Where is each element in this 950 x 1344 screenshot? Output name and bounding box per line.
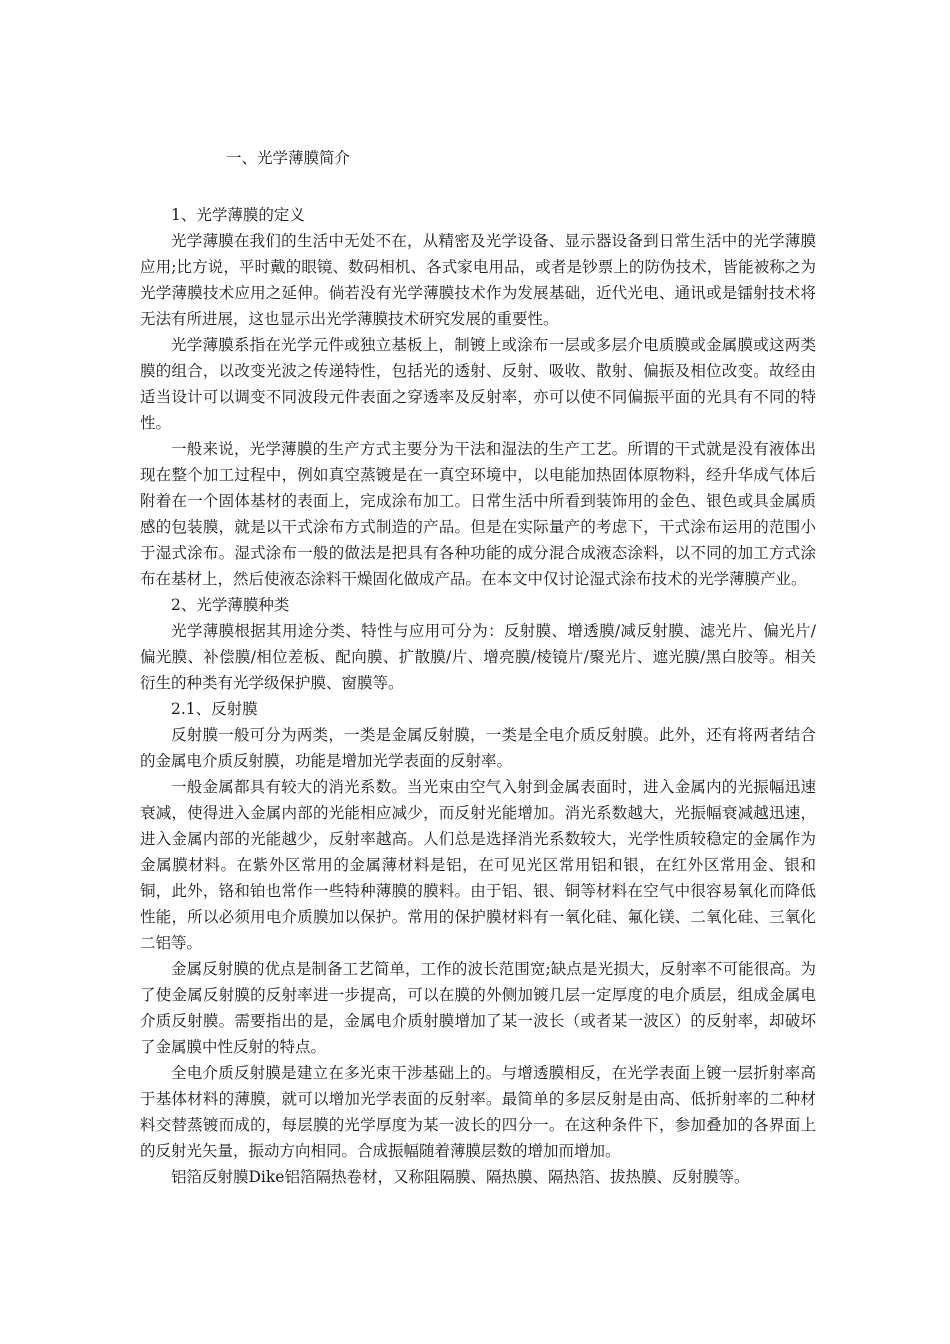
section-heading-definition: 1、光学薄膜的定义 [171,206,305,224]
paragraph: 光学薄膜在我们的生活中无处不在，从精密及光学设备、显示器设备到日常生活中的光学薄膜应用;比方说，平时戴的眼镜、数码相机、各式家电用品，或者是钞票上的防伪技术，皆能被称之为光学薄膜技术应用之延伸。倘若没有光学薄膜技术作为发展基础，近代光电、通讯或是镭射技术将无法有所进展，这也显示出光学薄膜技术研究发展的重要性。 [140,232,816,328]
paragraph: 反射膜一般可分为两类，一类是金属反射膜，一类是全电介质反射膜。此外，还有将两者结合的金属电介质反射膜，功能是增加光学表面的反射率。 [140,726,816,770]
document-title: 一、光学薄膜简介 [226,149,351,167]
paragraph: 光学薄膜根据其用途分类、特性与应用可分为：反射膜、增透膜/减反射膜、滤光片、偏光片/偏光膜、补偿膜/相位差板、配向膜、扩散膜/片、增亮膜/棱镜片/聚光片、遮光膜/黑白胶等。相关衍生的种类有光学级保护膜、窗膜等。 [140,622,816,692]
document-body [140,202,816,1190]
paragraph: 全电介质反射膜是建立在多光束干涉基础上的。与增透膜相反，在光学表面上镀一层折射率高于基体材料的薄膜，就可以增加光学表面的反射率。最简单的多层反射是由高、低折射率的二种材料交替蒸镀而成的，每层膜的光学厚度为某一波长的四分一。在这种条件下，参加叠加的各界面上的反射光矢量，振动方向相同。合成振幅随着薄膜层数的增加而增加。 [140,1064,816,1160]
section-heading-reflective-film: 2.1、反射膜 [171,700,258,718]
paragraph: 一般来说，光学薄膜的生产方式主要分为干法和湿法的生产工艺。所谓的干式就是没有液体出现在整个加工过程中，例如真空蒸镀是在一真空环境中，以电能加热固体原物料，经升华成气体后附着在一个固体基材的表面上，完成涂布加工。日常生活中所看到装饰用的金色、银色或具金属质感的包装膜，就是以干式涂布方式制造的产品。但是在实际量产的考虑下，干式涂布运用的范围小于湿式涂布。湿式涂布一般的做法是把具有各种功能的成分混合成液态涂料，以不同的加工方式涂布在基材上，然后使液态涂料干燥固化做成产品。在本文中仅讨论湿式涂布技术的光学薄膜产业。 [140,440,816,588]
paragraph: 金属反射膜的优点是制备工艺简单，工作的波长范围宽;缺点是光损大，反射率不可能很高。为了使金属反射膜的反射率进一步提高，可以在膜的外侧加镀几层一定厚度的电介质层，组成金属电介质反射膜。需要指出的是，金属电介质射膜增加了某一波长（或者某一波区）的反射率，却破坏了金属膜中性反射的特点。 [140,960,816,1056]
paragraph: 一般金属都具有较大的消光系数。当光束由空气入射到金属表面时，进入金属内的光振幅迅速衰减，使得进入金属内部的光能相应减少，而反射光能增加。消光系数越大，光振幅衰减越迅速，进入金属内部的光能越少，反射率越高。人们总是选择消光系数较大，光学性质较稳定的金属作为金属膜材料。在紫外区常用的金属薄材料是铝，在可见光区常用铝和银，在红外区常用金、银和铜，此外，铬和铂也常作一些特种薄膜的膜料。由于铝、银、铜等材料在空气中很容易氧化而降低性能，所以必须用电介质膜加以保护。常用的保护膜材料有一氧化硅、氟化镁、二氧化硅、三氧化二铝等。 [140,778,816,952]
paragraph: 铝箔反射膜Dike铝箔隔热卷材，又称阻隔膜、隔热膜、隔热箔、拔热膜、反射膜等。 [171,1168,750,1186]
paragraph: 光学薄膜系指在光学元件或独立基板上，制镀上或涂布一层或多层介电质膜或金属膜或这两类膜的组合，以改变光波之传递特性，包括光的透射、反射、吸收、散射、偏振及相位改变。故经由适当设计可以调变不同波段元件表面之穿透率及反射率，亦可以使不同偏振平面的光具有不同的特性。 [140,336,816,432]
section-heading-types: 2、光学薄膜种类 [171,596,290,614]
